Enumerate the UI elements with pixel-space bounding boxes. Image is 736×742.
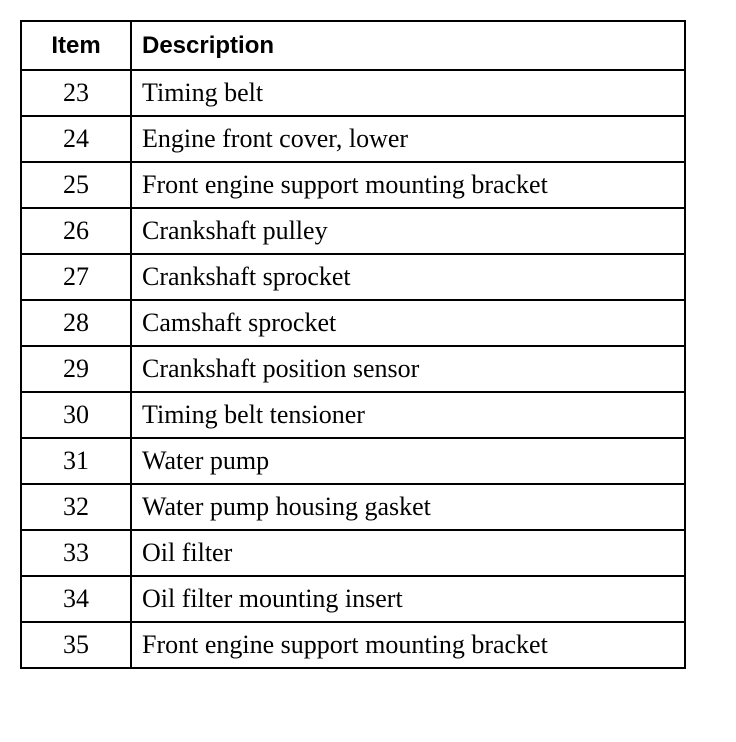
description-cell: Crankshaft position sensor xyxy=(131,346,685,392)
table-row xyxy=(21,162,685,208)
item-number-cell: 26 xyxy=(21,208,131,254)
description-cell: Crankshaft pulley xyxy=(131,208,685,254)
description-cell: Front engine support mounting bracket xyxy=(131,162,685,208)
item-number-cell: 33 xyxy=(21,530,131,576)
item-number-cell: 34 xyxy=(21,576,131,622)
description-cell: Front engine support mounting bracket xyxy=(131,622,685,668)
description-cell: Engine front cover, lower xyxy=(131,116,685,162)
description-cell: Water pump housing gasket xyxy=(131,484,685,530)
description-cell: Water pump xyxy=(131,438,685,484)
item-column-header: Item xyxy=(21,21,131,70)
table-header xyxy=(21,21,685,70)
description-cell: Oil filter xyxy=(131,530,685,576)
table-row xyxy=(21,576,685,622)
table-row xyxy=(21,392,685,438)
item-number-cell: 27 xyxy=(21,254,131,300)
table-row xyxy=(21,254,685,300)
parts-table xyxy=(20,20,686,669)
table-row xyxy=(21,530,685,576)
item-number-cell: 25 xyxy=(21,162,131,208)
description-cell: Timing belt tensioner xyxy=(131,392,685,438)
description-cell: Timing belt xyxy=(131,70,685,116)
item-number-cell: 30 xyxy=(21,392,131,438)
item-number-cell: 23 xyxy=(21,70,131,116)
table-row xyxy=(21,346,685,392)
description-column-header: Description xyxy=(131,21,685,70)
description-cell: Crankshaft sprocket xyxy=(131,254,685,300)
table-row xyxy=(21,622,685,668)
table-row xyxy=(21,208,685,254)
table-body xyxy=(21,70,685,668)
table-row xyxy=(21,438,685,484)
item-number-cell: 32 xyxy=(21,484,131,530)
header-row xyxy=(21,21,685,70)
item-number-cell: 35 xyxy=(21,622,131,668)
description-cell: Oil filter mounting insert xyxy=(131,576,685,622)
description-cell: Camshaft sprocket xyxy=(131,300,685,346)
table-row xyxy=(21,300,685,346)
item-number-cell: 28 xyxy=(21,300,131,346)
item-number-cell: 29 xyxy=(21,346,131,392)
table-row xyxy=(21,116,685,162)
item-number-cell: 31 xyxy=(21,438,131,484)
table-row xyxy=(21,484,685,530)
table-row xyxy=(21,70,685,116)
item-number-cell: 24 xyxy=(21,116,131,162)
